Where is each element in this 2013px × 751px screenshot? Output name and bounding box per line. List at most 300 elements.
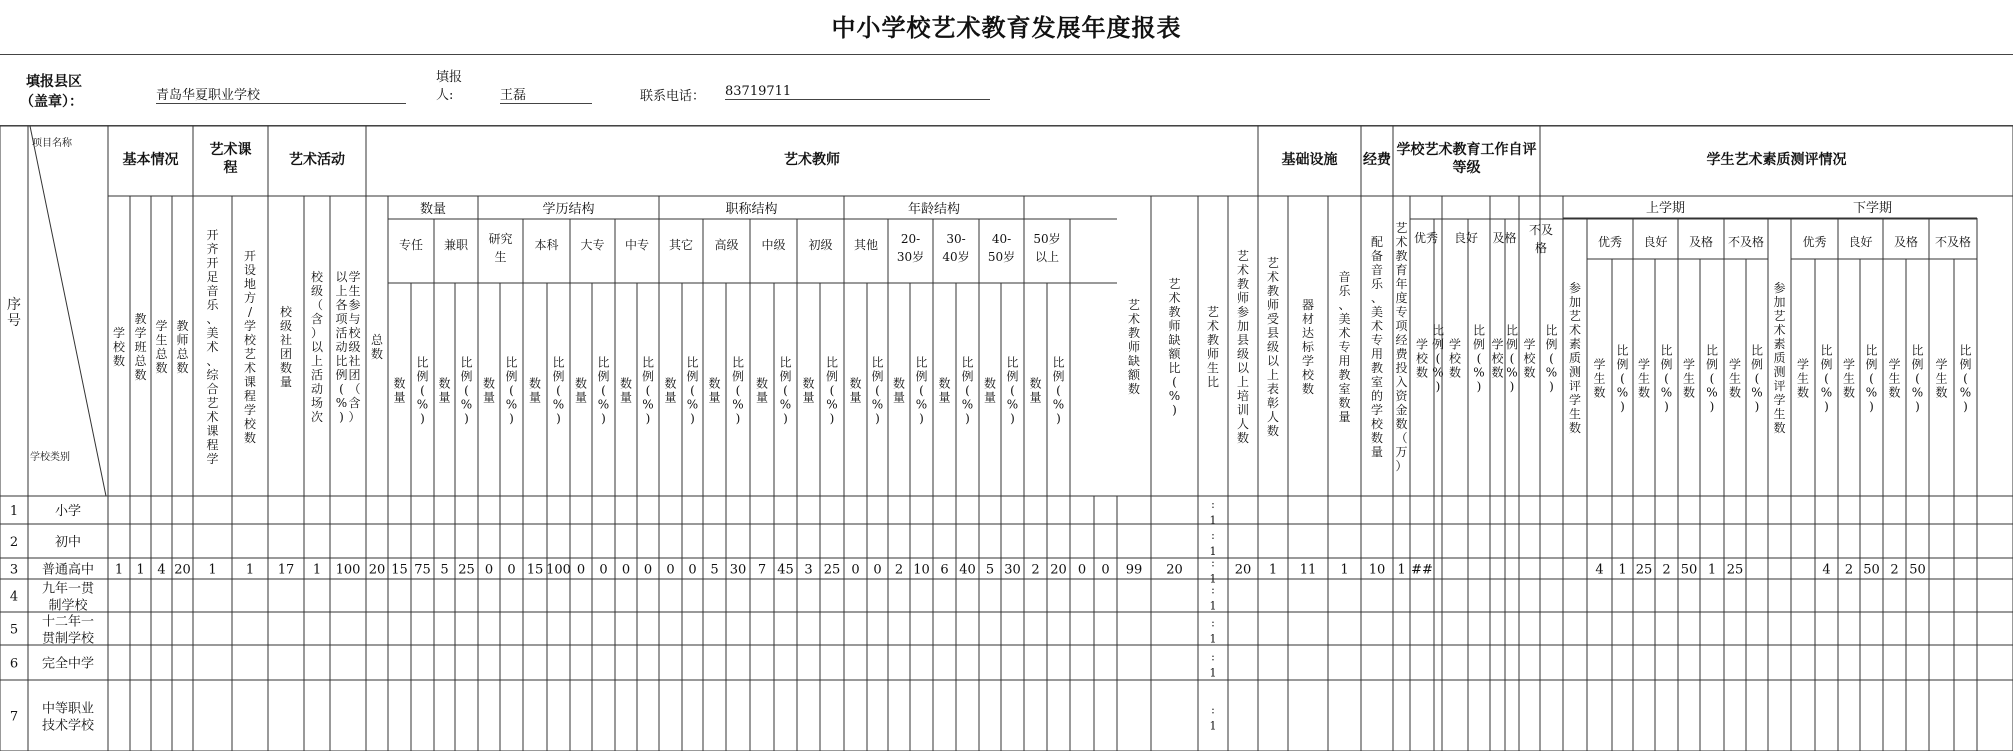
- group-funds: 经费: [1363, 152, 1391, 168]
- svg-text:额: 额: [1127, 368, 1141, 382]
- svg-text:艺: 艺: [1127, 298, 1141, 312]
- ratio-colon-2: :: [1211, 529, 1215, 542]
- svg-text:例: 例: [871, 369, 884, 384]
- vh-trained: [1237, 248, 1250, 445]
- svg-text:校: 校: [279, 305, 293, 319]
- svg-text:数: 数: [1448, 365, 1462, 380]
- row-seq-7: 7: [9, 709, 19, 725]
- cell-3-8: 100: [335, 562, 361, 578]
- svg-text:): ): [1963, 399, 1968, 414]
- sub-edu: 学历结构: [542, 202, 595, 217]
- svg-text:): ): [1056, 411, 1061, 426]
- svg-text:(: (: [509, 383, 514, 398]
- st-first_term-good: 良好: [1643, 235, 1668, 249]
- sub-title: 职称结构: [725, 202, 778, 217]
- svg-text:术: 术: [1127, 312, 1141, 326]
- svg-text:(: (: [965, 383, 970, 398]
- vh-school_count: [113, 326, 126, 368]
- svg-text:标: 标: [1301, 340, 1315, 354]
- vh-ratio-7: [732, 356, 744, 426]
- cell-3-37: 30: [1004, 562, 1021, 578]
- vh-total: [371, 333, 384, 361]
- svg-text:量: 量: [482, 390, 496, 405]
- svg-text:比: 比: [1545, 323, 1558, 338]
- st-ratio-second_term-2: [1911, 344, 1923, 414]
- sub-age: 年龄结构: [907, 202, 961, 217]
- svg-text:社: 社: [348, 354, 361, 368]
- sub2-other_edu: 其它: [668, 238, 694, 252]
- ratio-one-5: 1: [1209, 632, 1217, 646]
- svg-text:比: 比: [1472, 323, 1486, 338]
- vh-shortage_ratio: [1168, 276, 1181, 417]
- svg-text:): ): [1664, 399, 1669, 414]
- svg-text:比: 比: [1750, 343, 1764, 358]
- svg-text:比: 比: [1820, 343, 1833, 358]
- st-ratio-first_term-3: [1751, 344, 1763, 414]
- svg-text:例: 例: [552, 369, 565, 384]
- svg-text:学: 学: [1523, 337, 1536, 352]
- sub2-middle: 中级: [761, 238, 786, 252]
- svg-text:%: %: [416, 397, 429, 412]
- vh-qty-14: [1029, 376, 1041, 405]
- svg-text:数: 数: [1338, 396, 1351, 410]
- svg-text:学: 学: [1301, 354, 1315, 368]
- svg-text:总: 总: [155, 347, 168, 361]
- svg-text:比: 比: [871, 355, 884, 370]
- svg-text:校: 校: [1491, 351, 1504, 366]
- svg-text:用: 用: [1338, 354, 1351, 368]
- vh-qty-9: [802, 376, 814, 405]
- svg-text:%: %: [1545, 365, 1558, 380]
- svg-text:%: %: [779, 397, 792, 412]
- se-ratio-1: [1473, 324, 1485, 394]
- svg-text:数: 数: [892, 376, 906, 391]
- sub2-age2-a: 30-: [946, 232, 966, 246]
- sub2-age4-b: 以上: [1034, 250, 1060, 264]
- svg-text:加: 加: [1568, 295, 1582, 309]
- cell-3-21: 0: [643, 562, 653, 578]
- svg-text:(: (: [1963, 371, 1968, 386]
- vh-ratio-11: [915, 356, 927, 426]
- svg-text:学: 学: [1415, 337, 1429, 352]
- svg-text:例: 例: [1959, 357, 1972, 372]
- svg-text:参: 参: [348, 298, 361, 312]
- sub2-grad-a: 研究: [488, 232, 513, 246]
- svg-text:数: 数: [528, 376, 542, 391]
- vh-qty-6: [664, 376, 676, 405]
- svg-text:教: 教: [134, 312, 147, 326]
- cell-3-12: 5: [440, 562, 449, 578]
- svg-text:乐: 乐: [1338, 284, 1351, 298]
- svg-text:(: (: [783, 383, 788, 398]
- vh-teacher_student_ratio: [1207, 304, 1219, 389]
- vh-equipped: [1371, 235, 1384, 459]
- cell-3-29: 25: [823, 562, 841, 578]
- svg-text:数: 数: [1888, 385, 1901, 400]
- svg-text:含: 含: [310, 312, 324, 326]
- cell-3-73: 50: [1909, 562, 1926, 578]
- cell-3-64: 1: [1707, 562, 1717, 578]
- st-ratio-first_term-2: [1706, 344, 1718, 414]
- svg-text:综: 综: [206, 368, 219, 382]
- svg-text:量: 量: [849, 390, 862, 405]
- svg-text:生: 生: [155, 333, 168, 347]
- st-first_term-excellent: 优秀: [1597, 235, 1623, 249]
- svg-text:): ): [1509, 379, 1515, 394]
- svg-text:师: 师: [1206, 347, 1220, 361]
- svg-text:艺: 艺: [1395, 221, 1408, 235]
- svg-text:室: 室: [1370, 375, 1384, 389]
- svg-text:(: (: [1056, 383, 1061, 398]
- svg-text:): ): [420, 411, 425, 426]
- row-seq-4: 4: [9, 589, 19, 605]
- sub2-age4-a: 50岁: [1033, 232, 1061, 246]
- svg-text:艺: 艺: [1568, 309, 1582, 323]
- svg-text:数: 数: [438, 376, 451, 391]
- svg-text:%: %: [1506, 365, 1518, 380]
- st-stud-first_term-1: [1638, 358, 1650, 400]
- svg-text:量: 量: [892, 390, 906, 405]
- vh-ratio-12: [961, 356, 973, 426]
- county-field[interactable]: 青岛华夏职业学校: [156, 84, 406, 104]
- group-facility: 基础设施: [1281, 152, 1338, 168]
- svg-text:音: 音: [1370, 263, 1384, 277]
- se-pass: 及格: [1492, 231, 1517, 245]
- st-second_term-pass: 及格: [1893, 235, 1919, 249]
- svg-text:学: 学: [1682, 357, 1696, 372]
- cell-3-14: 0: [484, 562, 494, 578]
- cell-3-23: 0: [688, 562, 697, 578]
- st-ratio-second_term-3: [1959, 344, 1971, 414]
- row-seq-3: 3: [9, 562, 19, 578]
- svg-text:量: 量: [1029, 390, 1042, 405]
- svg-text:数: 数: [155, 361, 168, 375]
- cell-3-27: 45: [777, 562, 794, 578]
- svg-text:上: 上: [335, 284, 348, 298]
- svg-text:加: 加: [1773, 295, 1786, 309]
- svg-text:上: 上: [1236, 375, 1250, 389]
- svg-text:): ): [1620, 399, 1625, 414]
- svg-text:教: 教: [1127, 326, 1141, 340]
- cell-3-65: 25: [1726, 562, 1744, 578]
- svg-text:%: %: [1006, 397, 1019, 412]
- svg-text:（: （: [348, 382, 361, 396]
- svg-text:以: 以: [1266, 354, 1280, 368]
- svg-text:教: 教: [1338, 368, 1351, 382]
- svg-text:数: 数: [370, 347, 384, 361]
- svg-text:艺: 艺: [206, 396, 219, 410]
- svg-text:序: 序: [7, 297, 21, 313]
- svg-text:数: 数: [708, 376, 721, 391]
- svg-text:课: 课: [243, 375, 257, 389]
- ratio-colon-4: :: [1211, 583, 1215, 597]
- svg-text:): ): [1869, 399, 1874, 414]
- svg-text:数: 数: [983, 376, 997, 391]
- se-excellent: 优秀: [1413, 231, 1439, 245]
- st-second_term-excellent: 优秀: [1802, 235, 1827, 249]
- svg-text:%: %: [1911, 385, 1924, 400]
- cell-3-72: 2: [1890, 562, 1899, 578]
- svg-text:%: %: [597, 397, 610, 412]
- svg-text:）: ）: [348, 410, 361, 424]
- svg-text:美: 美: [1338, 312, 1351, 326]
- cell-3-4: 1: [208, 562, 217, 578]
- group-teacher: 艺术教师: [784, 152, 840, 168]
- vh-full_course: [206, 228, 219, 466]
- svg-text:术: 术: [1395, 235, 1408, 249]
- group-selfeval-b: 等级: [1452, 160, 1481, 176]
- se-good: 良好: [1453, 231, 1479, 245]
- cell-3-11: 75: [414, 562, 431, 578]
- vh-qty-1: [438, 376, 450, 405]
- svg-text:开: 开: [206, 256, 219, 270]
- svg-text:): ): [829, 411, 835, 426]
- vh-qty-13: [984, 376, 996, 405]
- svg-text:数: 数: [938, 376, 951, 391]
- svg-text:(: (: [420, 383, 425, 398]
- cell-3-2: 4: [157, 562, 166, 578]
- sub2-grad-b: 生: [494, 250, 507, 264]
- svg-text:校: 校: [243, 417, 257, 431]
- svg-text:教: 教: [1266, 284, 1280, 298]
- svg-text:教: 教: [1370, 361, 1384, 375]
- svg-text:数: 数: [134, 368, 147, 382]
- svg-text:数: 数: [243, 431, 257, 445]
- row-seq-6: 6: [9, 656, 19, 672]
- svg-text:生: 生: [1796, 371, 1810, 386]
- group-course-b: 程: [223, 160, 238, 176]
- svg-text:(: (: [339, 382, 344, 396]
- svg-text:测: 测: [1568, 365, 1582, 379]
- row-seq-2: 2: [9, 535, 19, 550]
- svg-text:数: 数: [1029, 376, 1042, 391]
- ratio-one-4: 1: [1209, 599, 1217, 613]
- svg-text:例: 例: [641, 369, 655, 384]
- svg-text:学: 学: [1888, 357, 1901, 372]
- svg-text:乐: 乐: [1370, 277, 1384, 291]
- svg-text:(: (: [601, 383, 606, 398]
- svg-text:额: 额: [1168, 347, 1181, 361]
- svg-text:数: 数: [849, 376, 862, 391]
- phone-field[interactable]: 83719711: [725, 84, 990, 100]
- svg-text:术: 术: [1266, 270, 1280, 284]
- svg-text:术: 术: [206, 340, 219, 354]
- svg-text:%: %: [871, 397, 884, 412]
- svg-text:): ): [783, 411, 788, 426]
- svg-text:动: 动: [335, 340, 348, 354]
- svg-text:(: (: [1824, 371, 1829, 386]
- svg-text:艺: 艺: [1773, 309, 1786, 323]
- svg-text:比: 比: [416, 355, 429, 370]
- svg-text:(: (: [1664, 371, 1669, 386]
- vh-ratio-6: [686, 356, 698, 426]
- svg-text:比: 比: [779, 355, 792, 370]
- svg-text:生: 生: [1842, 371, 1856, 386]
- group-course-a: 艺术课: [209, 142, 252, 158]
- svg-text:加: 加: [1236, 319, 1250, 333]
- svg-text:师: 师: [1266, 298, 1280, 312]
- svg-text:学: 学: [1370, 403, 1384, 417]
- svg-text:经: 经: [1395, 333, 1408, 347]
- svg-text:数: 数: [1728, 385, 1742, 400]
- st-stud-second_term-2: [1888, 358, 1900, 400]
- svg-text:学: 学: [1568, 393, 1582, 407]
- svg-text:课: 课: [206, 424, 219, 438]
- svg-text:生: 生: [1637, 371, 1651, 386]
- svg-text:团: 团: [279, 347, 293, 361]
- svg-text:训: 训: [1236, 403, 1250, 417]
- svg-text:生: 生: [348, 284, 361, 298]
- vh-qty-5: [620, 376, 632, 405]
- svg-text:%: %: [732, 397, 744, 412]
- svg-text:年: 年: [1395, 277, 1408, 291]
- svg-text:数: 数: [1395, 417, 1408, 431]
- svg-text:例: 例: [961, 369, 974, 384]
- svg-text:艺: 艺: [243, 347, 257, 361]
- svg-text:学: 学: [1593, 357, 1606, 372]
- svg-text:师: 师: [176, 333, 189, 347]
- svg-text:参: 参: [1236, 305, 1250, 319]
- row-name-3: 普通高中: [41, 562, 95, 578]
- svg-text:例: 例: [1006, 369, 1019, 384]
- svg-text:(: (: [556, 383, 561, 398]
- svg-text:教: 教: [1236, 277, 1250, 291]
- cell-3-3: 20: [174, 562, 191, 578]
- reporter-field[interactable]: 王磊: [500, 84, 592, 104]
- ratio-one-3: 1: [1209, 572, 1217, 586]
- svg-text:例: 例: [1431, 337, 1445, 352]
- svg-text:(: (: [645, 383, 651, 398]
- row-name-4-b: 制学校: [48, 598, 88, 614]
- diag-top-label: 项目名称: [32, 138, 72, 149]
- tested-second_term: [1773, 281, 1785, 435]
- vh-local_course: [244, 249, 257, 445]
- st-stud-first_term-0: [1593, 358, 1605, 400]
- ratio-colon-1: :: [1211, 498, 1215, 511]
- svg-text:数: 数: [1491, 365, 1504, 380]
- svg-text:%: %: [1168, 389, 1181, 403]
- svg-text:): ): [601, 411, 606, 426]
- svg-text:%: %: [1660, 385, 1673, 400]
- svg-text:): ): [1824, 399, 1829, 414]
- svg-text:比: 比: [460, 355, 473, 370]
- svg-text:缺: 缺: [1168, 333, 1181, 347]
- svg-text:比: 比: [1660, 343, 1673, 358]
- svg-text:比: 比: [1959, 343, 1972, 358]
- svg-text:(: (: [1915, 371, 1920, 386]
- svg-text:例: 例: [460, 369, 473, 384]
- svg-text:学: 学: [348, 270, 361, 284]
- svg-text:(: (: [1754, 371, 1760, 386]
- svg-text:师: 师: [1168, 319, 1181, 333]
- svg-text:质: 质: [1568, 351, 1582, 365]
- row-name-7-a: 中等职业: [41, 701, 95, 717]
- vh-commended: [1267, 255, 1280, 438]
- svg-text:美: 美: [1370, 305, 1384, 319]
- svg-text:备: 备: [1370, 249, 1384, 263]
- report-title: 中小学校艺术教育发展年度报表: [831, 13, 1182, 42]
- st-ratio-first_term-0: [1616, 344, 1628, 414]
- svg-text:(: (: [1509, 351, 1515, 366]
- svg-text:培: 培: [1236, 389, 1250, 403]
- svg-text:资: 资: [1395, 389, 1408, 403]
- svg-text:万: 万: [1395, 445, 1408, 459]
- vh-qty-2: [483, 376, 495, 405]
- svg-text:足: 足: [206, 270, 219, 284]
- svg-text:数: 数: [664, 376, 677, 391]
- svg-text:育: 育: [1395, 263, 1408, 277]
- se-school-3: [1523, 338, 1536, 380]
- svg-text:器: 器: [1301, 298, 1315, 312]
- svg-text:（: （: [1395, 431, 1408, 445]
- svg-text:比: 比: [1431, 323, 1445, 338]
- svg-text:数: 数: [1370, 431, 1384, 445]
- svg-text:生: 生: [1773, 407, 1786, 421]
- cell-3-18: 0: [576, 562, 586, 578]
- svg-text:级: 级: [1266, 340, 1280, 354]
- svg-text:县: 县: [1236, 333, 1250, 347]
- cell-3-26: 7: [757, 562, 767, 578]
- cell-3-33: 10: [913, 562, 930, 578]
- vh-qty-0: [393, 376, 405, 405]
- svg-text:教: 教: [1206, 333, 1220, 347]
- svg-text:美: 美: [206, 326, 219, 340]
- vh-club_count: [280, 304, 293, 389]
- svg-text:比: 比: [1052, 355, 1065, 370]
- svg-text:例: 例: [1052, 369, 1065, 384]
- ratio-colon-7: :: [1211, 703, 1215, 717]
- group-basic: 基本情况: [122, 152, 179, 168]
- svg-text:的: 的: [1370, 389, 1384, 403]
- svg-text:以: 以: [335, 270, 348, 284]
- svg-text:): ): [339, 410, 344, 424]
- svg-text:音: 音: [206, 284, 219, 298]
- svg-text:(: (: [919, 383, 924, 398]
- svg-text:合: 合: [206, 382, 219, 396]
- svg-text:班: 班: [134, 340, 147, 354]
- svg-text:%: %: [1052, 397, 1065, 412]
- svg-text:量: 量: [1338, 410, 1351, 424]
- svg-text:生: 生: [1206, 361, 1220, 375]
- svg-text:、: 、: [206, 312, 219, 326]
- svg-text:量: 量: [938, 390, 951, 405]
- svg-text:例: 例: [1820, 357, 1833, 372]
- svg-text:与: 与: [348, 312, 361, 326]
- svg-text:例: 例: [1505, 337, 1519, 352]
- vh-classroom: [1338, 269, 1351, 424]
- svg-text:入: 入: [1395, 375, 1408, 389]
- svg-text:项: 项: [335, 312, 348, 326]
- svg-text:%: %: [1751, 385, 1763, 400]
- svg-text:%: %: [1616, 385, 1629, 400]
- svg-text:级: 级: [1236, 347, 1250, 361]
- svg-text:术: 术: [1206, 319, 1220, 333]
- svg-text:术: 术: [1370, 319, 1384, 333]
- report-table: [0, 126, 2013, 751]
- cell-3-36: 5: [985, 562, 995, 578]
- svg-text:/: /: [247, 305, 253, 319]
- svg-text:学: 学: [1637, 357, 1651, 372]
- svg-text:上: 上: [310, 354, 324, 368]
- svg-text:素: 素: [1568, 337, 1582, 351]
- svg-text:): ): [919, 411, 924, 426]
- svg-text:%: %: [460, 397, 473, 412]
- svg-text:地: 地: [243, 277, 257, 291]
- se-ratio-3: [1545, 324, 1557, 394]
- svg-text:数: 数: [1682, 385, 1696, 400]
- svg-text:以: 以: [310, 340, 324, 354]
- svg-text:): ): [1754, 399, 1760, 414]
